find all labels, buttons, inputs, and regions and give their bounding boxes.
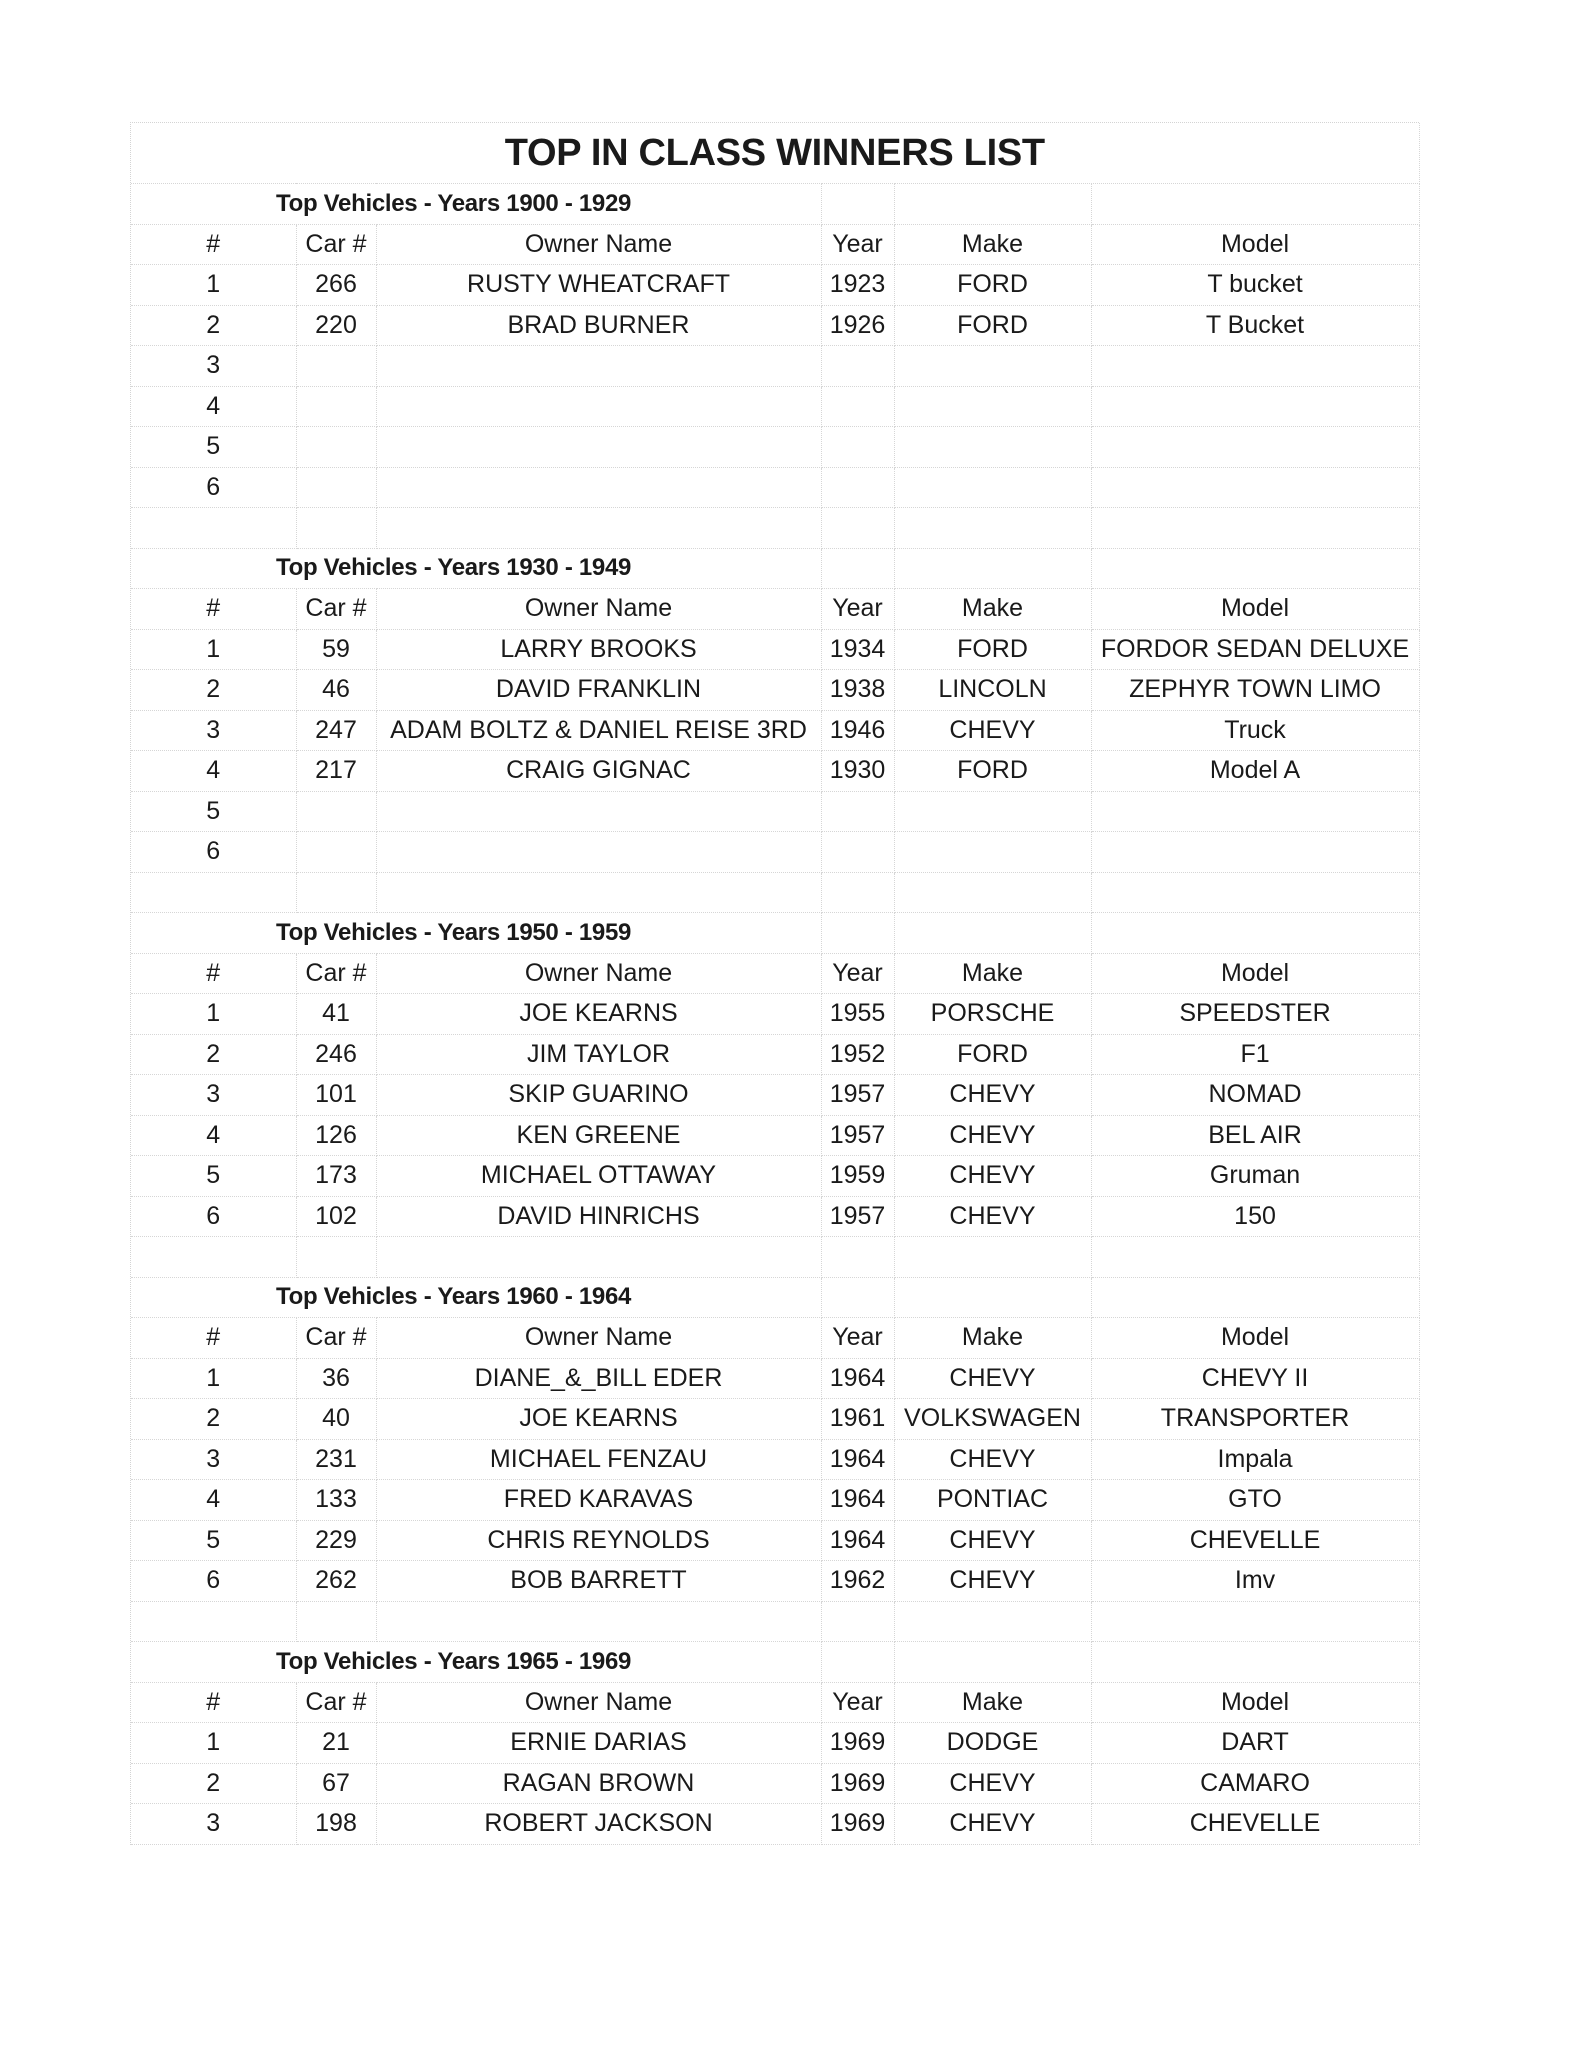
empty-cell xyxy=(894,872,1091,913)
header-rank: # xyxy=(131,953,296,994)
owner-name-cell: MICHAEL OTTAWAY xyxy=(376,1156,821,1197)
rank-cell: 6 xyxy=(131,467,296,508)
make-cell: FORD xyxy=(894,1034,1091,1075)
empty-cell xyxy=(1091,184,1419,225)
empty-cell xyxy=(821,1642,894,1683)
winners-table xyxy=(131,123,1420,1845)
rank-cell: 4 xyxy=(131,386,296,427)
rank-cell: 2 xyxy=(131,670,296,711)
section-heading-row xyxy=(131,913,1419,954)
make-cell: FORD xyxy=(894,265,1091,306)
header-rank: # xyxy=(131,1682,296,1723)
owner-name-cell: SKIP GUARINO xyxy=(376,1075,821,1116)
car-number-cell: 262 xyxy=(296,1561,376,1602)
year-cell: 1938 xyxy=(821,670,894,711)
empty-cell xyxy=(296,872,376,913)
column-header-row xyxy=(131,224,1419,265)
table-row xyxy=(131,1156,1419,1197)
year-cell: 1957 xyxy=(821,1196,894,1237)
header-car-number: Car # xyxy=(296,1682,376,1723)
header-model: Model xyxy=(1091,953,1419,994)
model-cell: Truck xyxy=(1091,710,1419,751)
car-number-cell xyxy=(296,791,376,832)
empty-cell xyxy=(821,508,894,549)
owner-name-cell xyxy=(376,832,821,873)
empty-cell xyxy=(894,1601,1091,1642)
table-row xyxy=(131,1034,1419,1075)
header-rank: # xyxy=(131,1318,296,1359)
header-model: Model xyxy=(1091,1682,1419,1723)
year-cell xyxy=(821,386,894,427)
header-model: Model xyxy=(1091,224,1419,265)
make-cell: CHEVY xyxy=(894,1156,1091,1197)
make-cell: CHEVY xyxy=(894,1358,1091,1399)
model-cell: Gruman xyxy=(1091,1156,1419,1197)
year-cell xyxy=(821,346,894,387)
empty-cell xyxy=(296,1237,376,1278)
empty-cell xyxy=(821,1601,894,1642)
owner-name-cell xyxy=(376,427,821,468)
model-cell xyxy=(1091,346,1419,387)
owner-name-cell xyxy=(376,346,821,387)
car-number-cell: 247 xyxy=(296,710,376,751)
car-number-cell: 41 xyxy=(296,994,376,1035)
rank-cell: 5 xyxy=(131,1156,296,1197)
owner-name-cell: ROBERT JACKSON xyxy=(376,1804,821,1845)
owner-name-cell xyxy=(376,386,821,427)
car-number-cell xyxy=(296,832,376,873)
spacer-row xyxy=(131,872,1419,913)
car-number-cell: 46 xyxy=(296,670,376,711)
car-number-cell: 126 xyxy=(296,1115,376,1156)
table-row xyxy=(131,1439,1419,1480)
make-cell: CHEVY xyxy=(894,710,1091,751)
rank-cell: 5 xyxy=(131,791,296,832)
header-year: Year xyxy=(821,1682,894,1723)
model-cell: ZEPHYR TOWN LIMO xyxy=(1091,670,1419,711)
make-cell: PORSCHE xyxy=(894,994,1091,1035)
rank-cell: 6 xyxy=(131,832,296,873)
model-cell: BEL AIR xyxy=(1091,1115,1419,1156)
empty-cell xyxy=(894,913,1091,954)
year-cell: 1934 xyxy=(821,629,894,670)
year-cell: 1964 xyxy=(821,1358,894,1399)
rank-cell: 6 xyxy=(131,1196,296,1237)
header-car-number: Car # xyxy=(296,1318,376,1359)
spacer-row xyxy=(131,508,1419,549)
car-number-cell xyxy=(296,467,376,508)
table-row xyxy=(131,1358,1419,1399)
table-row xyxy=(131,629,1419,670)
empty-cell xyxy=(1091,913,1419,954)
make-cell xyxy=(894,467,1091,508)
table-row xyxy=(131,670,1419,711)
owner-name-cell: DAVID FRANKLIN xyxy=(376,670,821,711)
rank-cell: 3 xyxy=(131,1075,296,1116)
header-make: Make xyxy=(894,1318,1091,1359)
owner-name-cell xyxy=(376,467,821,508)
car-number-cell: 173 xyxy=(296,1156,376,1197)
title-row xyxy=(131,123,1419,184)
owner-name-cell: JOE KEARNS xyxy=(376,994,821,1035)
header-car-number: Car # xyxy=(296,953,376,994)
year-cell: 1969 xyxy=(821,1804,894,1845)
header-year: Year xyxy=(821,953,894,994)
empty-cell xyxy=(131,1237,296,1278)
header-make: Make xyxy=(894,224,1091,265)
table-row xyxy=(131,1075,1419,1116)
car-number-cell: 220 xyxy=(296,305,376,346)
car-number-cell: 40 xyxy=(296,1399,376,1440)
table-row xyxy=(131,1399,1419,1440)
owner-name-cell: RUSTY WHEATCRAFT xyxy=(376,265,821,306)
empty-cell xyxy=(1091,1642,1419,1683)
rank-cell: 3 xyxy=(131,1439,296,1480)
page-title: TOP IN CLASS WINNERS LIST xyxy=(131,123,1419,184)
spacer-row xyxy=(131,1601,1419,1642)
model-cell xyxy=(1091,386,1419,427)
table-row xyxy=(131,467,1419,508)
owner-name-cell: MICHAEL FENZAU xyxy=(376,1439,821,1480)
make-cell: FORD xyxy=(894,305,1091,346)
rank-cell: 3 xyxy=(131,710,296,751)
empty-cell xyxy=(1091,1237,1419,1278)
owner-name-cell: JOE KEARNS xyxy=(376,1399,821,1440)
make-cell: DODGE xyxy=(894,1723,1091,1764)
empty-cell xyxy=(1091,1601,1419,1642)
year-cell: 1959 xyxy=(821,1156,894,1197)
column-header-row xyxy=(131,1682,1419,1723)
table-row xyxy=(131,1480,1419,1521)
header-make: Make xyxy=(894,1682,1091,1723)
header-owner-name: Owner Name xyxy=(376,953,821,994)
section-heading-row xyxy=(131,1642,1419,1683)
model-cell: CHEVELLE xyxy=(1091,1804,1419,1845)
make-cell: CHEVY xyxy=(894,1439,1091,1480)
model-cell: T bucket xyxy=(1091,265,1419,306)
table-row xyxy=(131,791,1419,832)
table-row xyxy=(131,994,1419,1035)
model-cell xyxy=(1091,427,1419,468)
header-make: Make xyxy=(894,953,1091,994)
empty-cell xyxy=(376,508,821,549)
header-year: Year xyxy=(821,224,894,265)
car-number-cell: 231 xyxy=(296,1439,376,1480)
make-cell xyxy=(894,386,1091,427)
rank-cell: 1 xyxy=(131,994,296,1035)
year-cell xyxy=(821,791,894,832)
car-number-cell: 198 xyxy=(296,1804,376,1845)
section-heading-row xyxy=(131,548,1419,589)
car-number-cell: 101 xyxy=(296,1075,376,1116)
rank-cell: 6 xyxy=(131,1561,296,1602)
empty-cell xyxy=(1091,872,1419,913)
empty-cell xyxy=(131,508,296,549)
owner-name-cell: RAGAN BROWN xyxy=(376,1763,821,1804)
year-cell: 1964 xyxy=(821,1439,894,1480)
empty-cell xyxy=(821,548,894,589)
section-heading: Top Vehicles - Years 1965 - 1969 xyxy=(131,1642,821,1683)
year-cell: 1923 xyxy=(821,265,894,306)
rank-cell: 4 xyxy=(131,1115,296,1156)
make-cell: CHEVY xyxy=(894,1763,1091,1804)
year-cell: 1962 xyxy=(821,1561,894,1602)
year-cell: 1952 xyxy=(821,1034,894,1075)
make-cell: VOLKSWAGEN xyxy=(894,1399,1091,1440)
empty-cell xyxy=(1091,1277,1419,1318)
owner-name-cell: ERNIE DARIAS xyxy=(376,1723,821,1764)
header-rank: # xyxy=(131,589,296,630)
empty-cell xyxy=(1091,548,1419,589)
table-row xyxy=(131,1520,1419,1561)
car-number-cell: 246 xyxy=(296,1034,376,1075)
empty-cell xyxy=(821,913,894,954)
table-row xyxy=(131,305,1419,346)
owner-name-cell: FRED KARAVAS xyxy=(376,1480,821,1521)
year-cell: 1957 xyxy=(821,1075,894,1116)
year-cell: 1961 xyxy=(821,1399,894,1440)
model-cell xyxy=(1091,832,1419,873)
column-header-row xyxy=(131,1318,1419,1359)
header-owner-name: Owner Name xyxy=(376,1318,821,1359)
owner-name-cell xyxy=(376,791,821,832)
rank-cell: 1 xyxy=(131,1358,296,1399)
model-cell: Model A xyxy=(1091,751,1419,792)
car-number-cell: 36 xyxy=(296,1358,376,1399)
make-cell: CHEVY xyxy=(894,1804,1091,1845)
car-number-cell: 133 xyxy=(296,1480,376,1521)
year-cell xyxy=(821,832,894,873)
empty-cell xyxy=(821,184,894,225)
table-row xyxy=(131,346,1419,387)
section-heading: Top Vehicles - Years 1930 - 1949 xyxy=(131,548,821,589)
header-model: Model xyxy=(1091,589,1419,630)
header-model: Model xyxy=(1091,1318,1419,1359)
model-cell: CHEVY II xyxy=(1091,1358,1419,1399)
model-cell xyxy=(1091,467,1419,508)
empty-cell xyxy=(376,872,821,913)
rank-cell: 4 xyxy=(131,751,296,792)
section-heading-row xyxy=(131,184,1419,225)
car-number-cell: 217 xyxy=(296,751,376,792)
section-heading: Top Vehicles - Years 1900 - 1929 xyxy=(131,184,821,225)
header-car-number: Car # xyxy=(296,589,376,630)
car-number-cell xyxy=(296,386,376,427)
rank-cell: 1 xyxy=(131,629,296,670)
car-number-cell xyxy=(296,427,376,468)
table-row xyxy=(131,710,1419,751)
make-cell: CHEVY xyxy=(894,1520,1091,1561)
model-cell: TRANSPORTER xyxy=(1091,1399,1419,1440)
year-cell: 1946 xyxy=(821,710,894,751)
spacer-row xyxy=(131,1237,1419,1278)
year-cell: 1926 xyxy=(821,305,894,346)
make-cell xyxy=(894,832,1091,873)
empty-cell xyxy=(821,1277,894,1318)
rank-cell: 3 xyxy=(131,1804,296,1845)
table-row xyxy=(131,832,1419,873)
header-owner-name: Owner Name xyxy=(376,224,821,265)
table-row xyxy=(131,1196,1419,1237)
make-cell: CHEVY xyxy=(894,1115,1091,1156)
year-cell: 1969 xyxy=(821,1763,894,1804)
table-row xyxy=(131,751,1419,792)
year-cell: 1957 xyxy=(821,1115,894,1156)
model-cell: CHEVELLE xyxy=(1091,1520,1419,1561)
rank-cell: 5 xyxy=(131,1520,296,1561)
year-cell: 1955 xyxy=(821,994,894,1035)
model-cell xyxy=(1091,791,1419,832)
owner-name-cell: BRAD BURNER xyxy=(376,305,821,346)
table-row xyxy=(131,1804,1419,1845)
section-heading: Top Vehicles - Years 1950 - 1959 xyxy=(131,913,821,954)
header-year: Year xyxy=(821,589,894,630)
owner-name-cell: JIM TAYLOR xyxy=(376,1034,821,1075)
year-cell: 1964 xyxy=(821,1480,894,1521)
rank-cell: 2 xyxy=(131,1399,296,1440)
model-cell: T Bucket xyxy=(1091,305,1419,346)
rank-cell: 1 xyxy=(131,1723,296,1764)
section-heading-row xyxy=(131,1277,1419,1318)
table-row xyxy=(131,386,1419,427)
year-cell xyxy=(821,467,894,508)
header-make: Make xyxy=(894,589,1091,630)
make-cell: CHEVY xyxy=(894,1196,1091,1237)
empty-cell xyxy=(376,1601,821,1642)
empty-cell xyxy=(296,1601,376,1642)
empty-cell xyxy=(376,1237,821,1278)
car-number-cell: 21 xyxy=(296,1723,376,1764)
table-row xyxy=(131,1115,1419,1156)
year-cell: 1930 xyxy=(821,751,894,792)
empty-cell xyxy=(894,508,1091,549)
header-year: Year xyxy=(821,1318,894,1359)
car-number-cell: 102 xyxy=(296,1196,376,1237)
make-cell: CHEVY xyxy=(894,1075,1091,1116)
model-cell: Impala xyxy=(1091,1439,1419,1480)
rank-cell: 5 xyxy=(131,427,296,468)
year-cell xyxy=(821,427,894,468)
model-cell: DART xyxy=(1091,1723,1419,1764)
owner-name-cell: LARRY BROOKS xyxy=(376,629,821,670)
model-cell: CAMARO xyxy=(1091,1763,1419,1804)
table-row xyxy=(131,1723,1419,1764)
car-number-cell xyxy=(296,346,376,387)
make-cell xyxy=(894,791,1091,832)
model-cell: NOMAD xyxy=(1091,1075,1419,1116)
model-cell: F1 xyxy=(1091,1034,1419,1075)
table-row xyxy=(131,1763,1419,1804)
table-row xyxy=(131,427,1419,468)
header-rank: # xyxy=(131,224,296,265)
make-cell: FORD xyxy=(894,751,1091,792)
model-cell: 150 xyxy=(1091,1196,1419,1237)
empty-cell xyxy=(894,1642,1091,1683)
section-heading: Top Vehicles - Years 1960 - 1964 xyxy=(131,1277,821,1318)
owner-name-cell: DAVID HINRICHS xyxy=(376,1196,821,1237)
empty-cell xyxy=(821,872,894,913)
empty-cell xyxy=(131,872,296,913)
rank-cell: 2 xyxy=(131,1034,296,1075)
owner-name-cell: KEN GREENE xyxy=(376,1115,821,1156)
car-number-cell: 67 xyxy=(296,1763,376,1804)
rank-cell: 1 xyxy=(131,265,296,306)
make-cell: FORD xyxy=(894,629,1091,670)
year-cell: 1964 xyxy=(821,1520,894,1561)
empty-cell xyxy=(894,1237,1091,1278)
table-row xyxy=(131,1561,1419,1602)
empty-cell xyxy=(821,1237,894,1278)
table-row xyxy=(131,265,1419,306)
header-owner-name: Owner Name xyxy=(376,589,821,630)
make-cell: LINCOLN xyxy=(894,670,1091,711)
owner-name-cell: ADAM BOLTZ & DANIEL REISE 3RD xyxy=(376,710,821,751)
empty-cell xyxy=(894,1277,1091,1318)
empty-cell xyxy=(131,1601,296,1642)
header-car-number: Car # xyxy=(296,224,376,265)
year-cell: 1969 xyxy=(821,1723,894,1764)
owner-name-cell: CRAIG GIGNAC xyxy=(376,751,821,792)
rank-cell: 4 xyxy=(131,1480,296,1521)
owner-name-cell: DIANE_&_BILL EDER xyxy=(376,1358,821,1399)
empty-cell xyxy=(894,548,1091,589)
car-number-cell: 229 xyxy=(296,1520,376,1561)
column-header-row xyxy=(131,589,1419,630)
model-cell: SPEEDSTER xyxy=(1091,994,1419,1035)
owner-name-cell: CHRIS REYNOLDS xyxy=(376,1520,821,1561)
model-cell: FORDOR SEDAN DELUXE xyxy=(1091,629,1419,670)
column-header-row xyxy=(131,953,1419,994)
header-owner-name: Owner Name xyxy=(376,1682,821,1723)
make-cell: CHEVY xyxy=(894,1561,1091,1602)
rank-cell: 3 xyxy=(131,346,296,387)
owner-name-cell: BOB BARRETT xyxy=(376,1561,821,1602)
car-number-cell: 59 xyxy=(296,629,376,670)
winners-sheet xyxy=(130,122,1419,1845)
empty-cell xyxy=(894,184,1091,225)
model-cell: Imv xyxy=(1091,1561,1419,1602)
empty-cell xyxy=(296,508,376,549)
make-cell xyxy=(894,427,1091,468)
rank-cell: 2 xyxy=(131,305,296,346)
rank-cell: 2 xyxy=(131,1763,296,1804)
make-cell xyxy=(894,346,1091,387)
empty-cell xyxy=(1091,508,1419,549)
model-cell: GTO xyxy=(1091,1480,1419,1521)
make-cell: PONTIAC xyxy=(894,1480,1091,1521)
car-number-cell: 266 xyxy=(296,265,376,306)
